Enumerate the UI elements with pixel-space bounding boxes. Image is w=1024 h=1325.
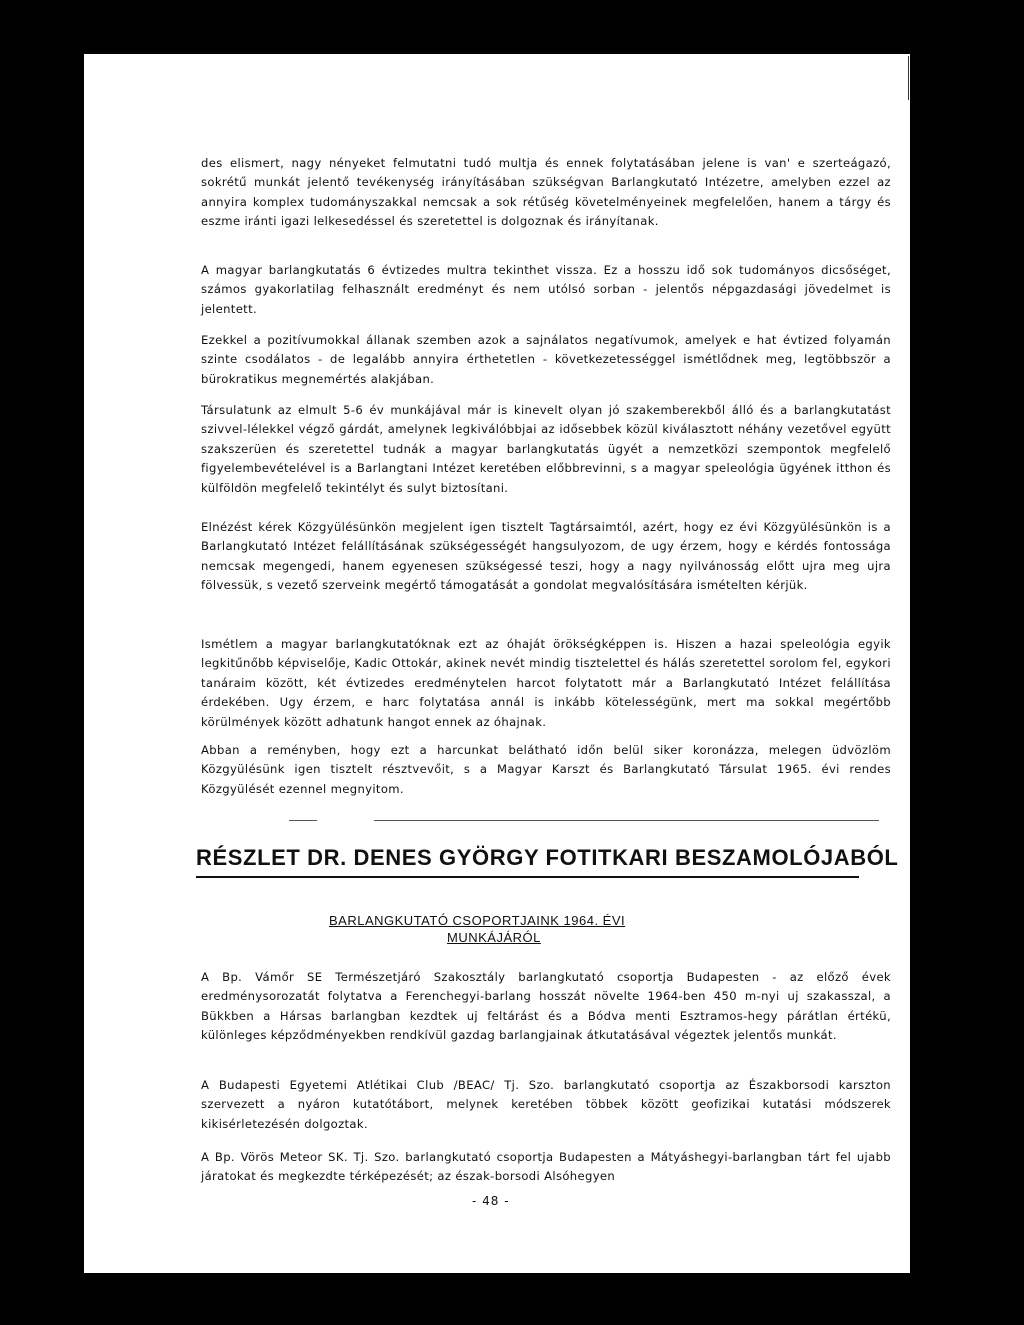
paragraph-voros-meteor: A Bp. Vörös Meteor SK. Tj. Szo. barlangkutató csoportja Budapesten a Mátyáshegyi-barlangban tárt fel ujabb járatokat és megkezdte térképezését; az észak-borsodi Alsóhegyen <box>201 1150 891 1184</box>
scan-edge-mark <box>908 56 909 100</box>
subheading-line-2: MUNKÁJÁRÓL <box>447 930 541 945</box>
paragraph-beac: A Budapesti Egyetemi Atlétikai Club /BEAC/ Tj. Szo. barlangkutató csoportja az Északborsodi karszton szervezett a nyáron kutatótábort, melynek keretében többek között geofizikai kutatási módszerek kikisérletezésén dolgoztak. <box>201 1078 891 1131</box>
paragraph-vamor: A Bp. Vámőr SE Természetjáró Szakosztály barlangkutató csoportja Budapesten - az előző évek eredménysorozatát folytatva a Ferenchegyi-barlang hosszát növelte 1964-ben 450 m-nyi uj szakasszal, a Bükkben a Hársas barlangban kezdtek uj feltárást és a Bódva menti Esztramos-hegy párátlan értékü, különleges képződményekben rendkívül gazdag barlangjainak átkutatásával végeztek jelentős munkát. <box>201 970 891 1043</box>
paragraph-institute-need: des elismert, nagy nényeket felmutatni tudó multja és ennek folytatásában jelene is van' e szerteágazó, sokrétű munkát jelentő tevékenység irányításában szükségvan Barlangkutató Intézetre, amelyben ezzel az annyira komplex tudományszakkal nemcsak a sok rétűség követelményeinek megfelelően, hanem a tárgy és eszme iránti igazi lelkesedéssel és szeretettel is dolgoznak és irányítanak. <box>201 156 891 229</box>
paragraph-history: A magyar barlangkutatás 6 évtizedes multra tekinthet vissza. Ez a hosszu idő sok tudományos dicsőséget, számos gyakorlatilag felhasznált eredményt és nem utólsó sorban - jelentős népgazdasági jövedelmet is jelentett. <box>201 263 891 316</box>
subheading-line-1: BARLANGKUTATÓ CSOPORTJAINK 1964. ÉVI <box>329 913 626 928</box>
subheading <box>329 912 769 946</box>
heading-underline <box>196 876 859 878</box>
separator-short <box>289 820 317 821</box>
page-number: - 48 - <box>472 1194 510 1208</box>
paragraph-society-team: Társulatunk az elmult 5-6 év munkájával már is kinevelt olyan jó szakemberekből álló és a barlangkutatást szivvel-lélekkel végző gárdát, amelynek legkiválóbbjai az idősebbek közül kiválasztott néhány vezetővel együtt szakszerüen és szeretettel tudnák a magyar barlangkutatás ügyét a nemzetközi szempontok megfelelő figyelembevételével is a Barlangtani Intézet keretében előbbrevinni, s a magyar speleológia ügyének itthon és külföldön megfelelő tekintélyt és sulyt biztosítani. <box>201 403 891 495</box>
paragraph-kadic-legacy: Ismétlem a magyar barlangkutatóknak ezt az óhaját örökségképpen is. Hiszen a hazai speleológia egyik legkitűnőbb képviselője, Kadic Ottokár, akinek nevét mindig tisztelettel és hálás szeretettel sorolom fel, egykori tanáraim között, két évtizedes eredménytelen harcot folytatott már a Barlangkutató Intézet felállítása érdekében. Ugy érzem, e harc folytatása annál is inkább kötelességünk, mert ma sokkal megértőbb körülmények között adhatunk hangot ennek az óhajnak. <box>201 637 891 729</box>
paragraph-opening: Abban a reményben, hogy ezt a harcunkat belátható időn belül siker koronázza, melegen üdvözlöm Közgyülésünk igen tisztelt résztvevőit, s a Magyar Karszt és Barlangkutató Társulat 1965. évi rendes Közgyülését ezennel megnyitom. <box>201 743 891 796</box>
separator-long <box>374 820 879 821</box>
paragraph-apology: Elnézést kérek Közgyülésünkön megjelent igen tisztelt Tagtársaimtól, azért, hogy ez évi Közgyülésünkön is a Barlangkutató Intézet felállításának szükségességét hangsulyozom, de ugy érzem, hogy e kérdés fontossága nemcsak megengedi, hanem egyenesen szükségessé teszi, hogy a nagy nyilvánosság előtt ujra meg ujra fölvessük, s vezető szerveink megértő támogatását a gondolat megvalósítására ismételten kérjük. <box>201 520 891 593</box>
section-heading: RÉSZLET DR. DENES GYÖRGY FOTITKARI BESZAMOLÓJABÓL <box>196 845 899 870</box>
paragraph-negatives: Ezekkel a pozitívumokkal állanak szemben azok a sajnálatos negatívumok, amelyek e hat évtized folyamán szinte csodálatos - de legalább annyira érthetetlen - következetességgel ismétlődnek meg, legtöbbször a bürokratikus megnemértés alakjában. <box>201 333 891 386</box>
document-page <box>84 54 910 1273</box>
